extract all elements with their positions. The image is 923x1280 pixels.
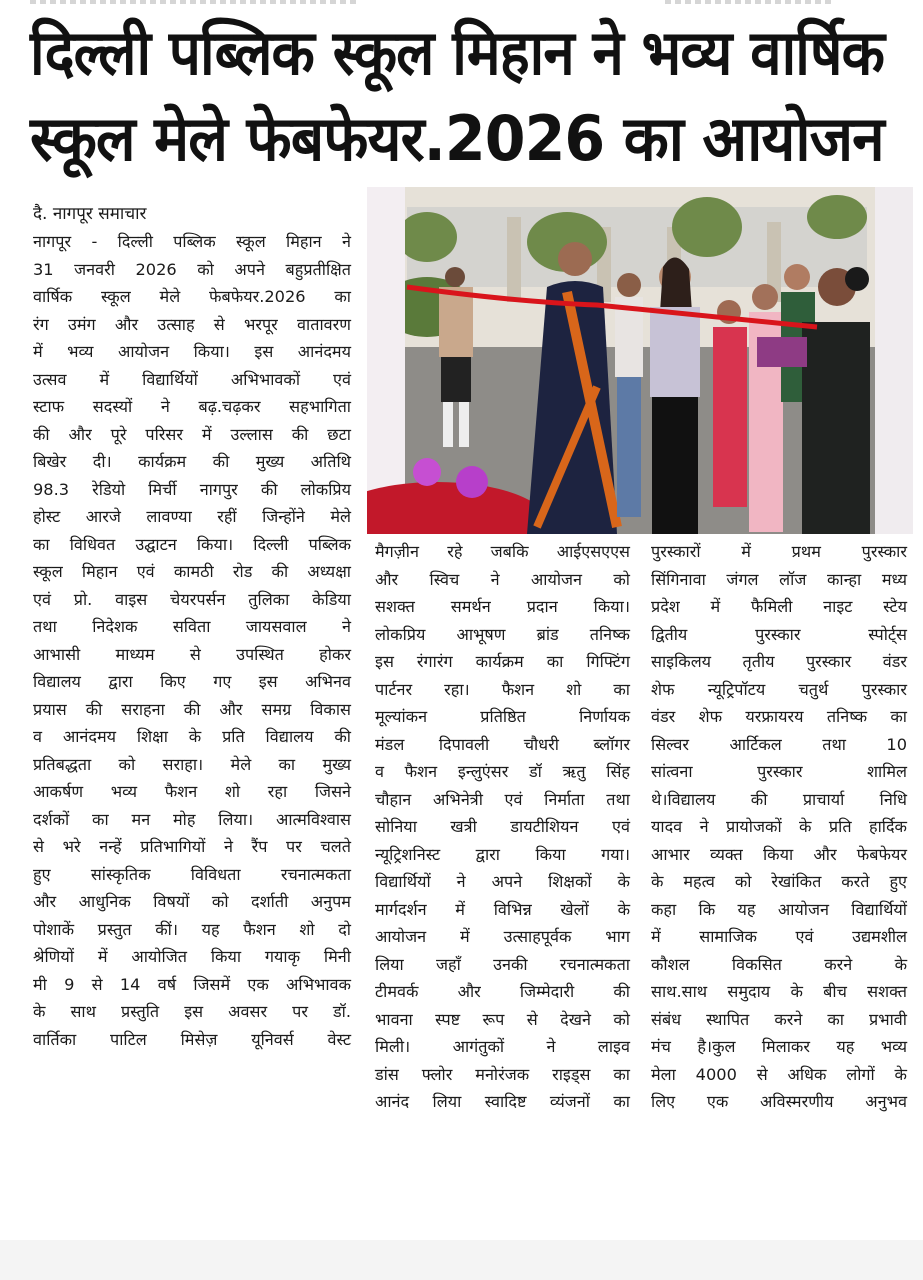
article-line: में सामाजिक एवं उद्यमशील [651,927,907,946]
clipped-previous-text [0,0,923,8]
article-line: स्कूल मिहान एवं कामठी रोड की अध्यक्षा [33,562,351,581]
event-photo [367,187,913,534]
headline-line-1: दिल्ली पब्लिक स्कूल मिहान ने भव्य वार्षिक [30,16,885,89]
article-column-2 [375,538,630,1116]
article-line: प्रदेश में फैमिली नाइट स्टेय [651,597,907,616]
curtain-right [875,187,913,534]
article-line: नागपूर - दिल्ली पब्लिक स्कूल मिहान ने [33,232,351,251]
article-line: की और पूरे परिसर में उल्लास की छटा [33,424,351,444]
article-line: द्वितीय पुरस्कार स्पोर्ट्स [651,624,907,644]
article-line: हुए सांस्कृतिक विविधता रचनात्मकता [33,864,351,884]
article-line: मंडल दिपावली चौधरी ब्लॉगर [375,734,630,754]
article-column-3 [651,538,907,1116]
article-line: मेला 4000 से अधिक लोगों के [651,1064,907,1084]
article-line: 31 जनवरी 2026 को अपने बहुप्रतीक्षित [33,259,351,279]
article-line: का विधिवत उद्घाटन किया। दिल्ली पब्लिक [33,534,351,554]
article-line: सिंगिनावा जंगल लॉज कान्हा मध्य [651,569,907,589]
article-line: स्टाफ सदस्यों ने बढ़.चढ़कर सहभागिता [33,397,351,416]
article-line: थे।विद्यालय की प्राचार्या निधि [651,789,907,809]
article-line: मैगज़ीन रहे जबकि आईएसएएस [375,542,630,561]
article-line: 98.3 रेडियो मिर्ची नागपुर की लोकप्रिय [33,479,351,499]
article-line: सोनिया खत्री डायटीशियन एवं [375,817,630,836]
headline [30,10,888,182]
article-line: साथ.साथ समुदाय के बीच सशक्त [651,982,907,1001]
article-line: सशक्त समर्थन प्रदान किया। [375,597,630,616]
byline: दै. नागपूर समाचार [33,204,147,224]
stage-light [413,458,441,486]
article-line: संबंध स्थापित करने का प्रभावी [651,1009,907,1029]
article-line: दर्शकों का मन मोह लिया। आत्मविश्वास [33,809,351,829]
article-line: न्यूट्रिशनिस्ट द्वारा किया गया। [375,844,630,864]
article-line: व फैशन इन्लुएंसर डॉ ऋतु सिंह [375,762,630,781]
gift-bag [757,337,807,367]
clipped-text-left [30,0,360,4]
article-line: आभासी माध्यम से उपस्थित होकर [33,644,351,664]
article-line: कौशल विकसित करने के [651,954,907,974]
article-line: सांत्वना पुरस्कार शामिल [651,762,907,781]
article-line: आभार व्यक्त किया और फेबफेयर [651,844,907,864]
article-line: भावना स्पष्ट रूप से देखने को [375,1009,630,1029]
article-line: वार्तिका पाटिल मिसेज़ यूनिवर्स वेस्ट [33,1029,351,1049]
article-line: आनंद लिया स्वादिष्ट व्यंजनों का [375,1092,630,1111]
article-line: विद्यार्थियों ने अपने शिक्षकों के [375,872,630,891]
article-line: विद्यालय द्वारा किए गए इस अभिनव [33,672,351,691]
article-line: चौहान अभिनेत्री एवं निर्माता तथा [375,789,630,809]
column-1-lines [33,228,351,1053]
article-line: मार्गदर्शन में विभिन्न खेलों के [375,899,630,919]
article-line: कहा कि यह आयोजन विद्यार्थियों [651,899,907,919]
article-line: पुरस्कारों में प्रथम पुरस्कार [651,542,907,561]
article-line: मूल्यांकन प्रतिष्ठित निर्णायक [375,707,630,726]
person-red-dress [713,300,747,507]
article-line: मी 9 से 14 वर्ष जिसमें एक अभिभावक [33,974,351,994]
article-line: और स्विच ने आयोजन को [375,569,630,589]
stage-light [456,466,488,498]
article-line: लोकप्रिय आभूषण ब्रांड तनिष्क [375,624,630,644]
column-2-lines [375,538,630,1116]
article-line: साइकिलय तृतीय पुरस्कार वंडर [651,652,907,671]
article-line: पोशाकें प्रस्तुत कीं। यह फैशन शो दो [33,919,351,939]
article-column-1 [33,200,351,1053]
article-line: और आधुनिक विषयों को दर्शाती अनुपम [33,892,351,911]
screen-bottom-bar [0,1240,923,1280]
article-line: बिखेर दी। कार्यक्रम की मुख्य अतिथि [33,452,351,471]
article-line: मंच है।कुल मिलाकर यह भव्य [651,1037,907,1056]
curtain-left [367,187,405,534]
article-line: मिली। आगंतुकों ने लाइव [375,1037,630,1056]
article-line: प्रतिबद्धता को सराहा। मेले का मुख्य [33,754,351,774]
article-line: आयोजन में उत्साहपूर्वक भाग [375,927,630,946]
article-line: डांस फ्लोर मनोरंजक राइड्स का [375,1064,630,1084]
article-line: रंग उमंग और उत्साह से भरपूर वातावरण [33,314,351,334]
article-line: में भव्य आयोजन किया। इस आनंदमय [33,342,351,361]
article-line: के साथ प्रस्तुति इस अवसर पर डॉ. [33,1002,351,1021]
article-line: श्रेणियों में आयोजित किया गयाकृ मिनी [33,947,351,966]
article-line: वंडर शेफ यरफ्रायरय तनिष्क का [651,707,907,726]
headline-line-2: स्कूल मेले फेबफेयर.2026 का आयोजन [30,102,884,175]
article-line: वार्षिक स्कूल मेले फेबफेयर.2026 का [33,287,351,306]
article-line: इस रंगारंग कार्यक्रम का गिफ्टिंग [375,652,630,671]
article-line: से भरे नन्हें प्रतिभागियों ने रैंप पर चलते [33,837,351,856]
article-line: के महत्व को रेखांकित करते हुए [651,872,907,891]
article-line: होस्ट आरजे लावण्या रहीं जिन्होंने मेले [33,507,351,526]
article-line: यादव ने प्रायोजकों के प्रति हार्दिक [651,817,907,836]
article-line: टीमवर्क और जिम्मेदारी की [375,982,630,1001]
article-line: लिए एक अविस्मरणीय अनुभव [651,1092,907,1111]
column-3-lines [651,538,907,1116]
article-line: तथा निदेशक सविता जायसवाल ने [33,617,351,636]
clipped-text-right [665,0,835,4]
article-line: प्रयास की सराहना की और समग्र विकास [33,699,351,719]
article-line: आकर्षण भव्य फैशन शो रहा जिसने [33,782,351,801]
article-line: उत्सव में विद्यार्थियों अभिभावकों एवं [33,369,351,389]
article-line: व आनंदमय शिक्षा के प्रति विद्यालय की [33,727,351,746]
article-line: सिल्वर आर्टिकल तथा 10 [651,734,907,754]
photo-ribbon-cutting-icon [367,187,913,534]
article-line: पार्टनर रहा। फैशन शो का [375,679,630,699]
article-line: लिया जहाँ उनकी रचनात्मकता [375,954,630,974]
article-line: एवं प्रो. वाइस चेयरपर्सन तुलिका केडिया [33,589,351,609]
article-line: शेफ न्यूट्रिपॉटय चतुर्थ पुरस्कार [651,679,907,699]
